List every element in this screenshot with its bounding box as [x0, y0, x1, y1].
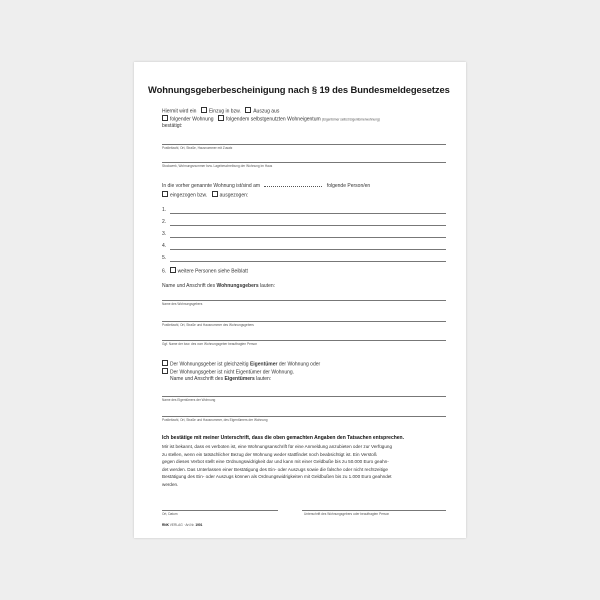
property-type-row [162, 115, 380, 123]
owner-name-caption: Name des Eigentümers der Wohnung [162, 398, 216, 402]
landlord-heading-bold: Wohnungsgebers [216, 283, 259, 289]
owner-option-1-bold: Eigentümer [249, 361, 278, 368]
declaration-line: Bestätigung des Ein- oder Auszugs können als Ordnungswidrigkeiten mit Geldbußen bis zu 1.000 Euro geahndet [162, 474, 392, 479]
more-persons-row [162, 267, 248, 275]
owner-option-1 [162, 360, 320, 368]
owner-name-line[interactable] [162, 396, 446, 397]
wohneigentum-checkbox[interactable] [218, 115, 224, 121]
publisher-brand: RNK [162, 523, 169, 527]
wohneigentum-label: folgendem selbstgenutzten Wohneigentum [225, 116, 321, 123]
person-input-line[interactable] [170, 237, 446, 238]
signature-line[interactable] [302, 510, 446, 511]
floor-input-line[interactable] [162, 162, 446, 163]
persons-intro-text: In die vorher genannte Wohnung ist/sind am [162, 183, 261, 189]
more-persons-checkbox[interactable] [170, 267, 176, 273]
folgender-wohnung-checkbox[interactable] [162, 115, 168, 121]
landlord-name-line[interactable] [162, 300, 446, 301]
landlord-address-caption: Postleitzahl, Ort, Straße und Hausnummer des Wohnungsgebers [162, 323, 254, 327]
auszug-checkbox[interactable] [245, 107, 251, 113]
einzug-checkbox[interactable] [201, 107, 207, 113]
owner-address-caption: Postleitzahl, Ort, Straße und Hausnummer, des Eigentümers der Wohnung [162, 418, 268, 422]
landlord-heading [162, 283, 275, 289]
person-number: 4. [162, 243, 167, 249]
declaration-bold: Ich bestätige mit meiner Unterschrift, dass die oben gemachten Angaben den Tatsachen entsprechen. [162, 435, 405, 441]
form-title: Wohnungsgeberbescheinigung nach § 19 des Bundesmeldegesetzes [148, 84, 450, 95]
declaration-line: werden. [162, 481, 179, 487]
address-input-line[interactable] [162, 144, 446, 145]
more-persons-label: weitere Personen siehe Beiblatt [177, 268, 248, 275]
persons-intro-row [162, 183, 370, 189]
persons-intro-suffix: folgende Person/en [326, 183, 371, 189]
publisher-text: VERLAG · Art.Nr. [169, 523, 195, 527]
landlord-address-line[interactable] [162, 321, 446, 322]
person-number: 5. [162, 255, 167, 261]
owner-option-2 [162, 368, 294, 376]
form-sheet [134, 62, 466, 538]
landlord-agent-caption: Ggf. Name der bzw. des vom Wohnungsgeber beauftragten Person [162, 342, 258, 346]
owner-different-checkbox[interactable] [162, 368, 168, 374]
publisher-footer [162, 523, 202, 527]
owner-heading [170, 376, 271, 382]
intro-text: Hiermit wird ein [162, 108, 197, 115]
landlord-name-caption: Name des Wohnungsgebers [162, 302, 203, 306]
persons-direction-row [162, 191, 248, 199]
einzug-label: Einzug in bzw. [208, 108, 241, 115]
person-number: 2. [162, 219, 167, 225]
bestaetigt-label: bestätigt: [162, 123, 183, 129]
owner-same-checkbox[interactable] [162, 360, 168, 366]
owner-heading-text: Name und Anschrift des [170, 376, 225, 382]
owner-address-line[interactable] [162, 416, 446, 417]
eingezogen-checkbox[interactable] [162, 191, 168, 197]
owner-heading-bold: Eigentümers [224, 376, 255, 382]
wohneigentum-note: (Eigentümer selbst Eigentümerwohnung) [322, 117, 380, 122]
person-number: 1. [162, 207, 167, 213]
landlord-agent-line[interactable] [162, 340, 446, 341]
declaration-line: gegen dieses Verbot stellt eine Ordnungswidrigkeit dar und kann mit einer Geldbuße bis zu 50.000 Euro geahn- [162, 459, 389, 464]
eingezogen-label: eingezogen bzw. [170, 192, 208, 199]
landlord-heading-suffix: lauten: [258, 283, 276, 289]
article-number: 1901 [195, 523, 203, 527]
floor-caption: Stockwerk, Wohnungsnummer bzw. Lagebeschreibung der Wohnung im Haus [162, 164, 273, 168]
person-input-line[interactable] [170, 213, 446, 214]
place-date-caption: Ort, Datum [162, 512, 178, 516]
folgender-wohnung-label: folgender Wohnung [170, 116, 214, 123]
place-date-line[interactable] [162, 510, 278, 511]
owner-heading-suffix: lauten: [254, 376, 272, 382]
address-caption: Postleitzahl, Ort, Straße, Hausnummer mit Zusatz [162, 146, 233, 150]
ausgezogen-label: ausgezogen: [219, 192, 249, 199]
person-input-line[interactable] [170, 261, 446, 262]
owner-option-2-text: Der Wohnungsgeber ist nicht Eigentümer der Wohnung. [170, 369, 295, 376]
auszug-label: Auszug aus [253, 108, 280, 115]
declaration-line: Mir ist bekannt, dass es verboten ist, eine Wohnungsanschrift für eine Anmeldung anzubieten oder zur Verfügung [162, 444, 392, 449]
signature-caption: Unterschrift des Wohnungsgebers oder beauftragten Person [304, 512, 390, 516]
declaration-line: det werden. Das Unterlassen einer Bestätigung des Ein- oder Auszugs sowie die falsche oder nicht rechtzeitige [162, 466, 388, 472]
person-input-line[interactable] [170, 225, 446, 226]
owner-option-1-suffix: der Wohnung oder [277, 361, 321, 368]
declaration-line: zu stellen, wenn ein tatsächlicher Bezug der Wohnung weder stattfindet noch beabsichtigt ist. Ein Verstoß [162, 451, 377, 457]
move-date-input[interactable] [264, 186, 322, 187]
person-input-line[interactable] [170, 249, 446, 250]
person-number: 3. [162, 231, 167, 237]
owner-option-1-text: Der Wohnungsgeber ist gleichzeitig [170, 361, 250, 368]
person-number: 6. [162, 268, 167, 275]
move-type-row [162, 107, 279, 115]
landlord-heading-text: Name und Anschrift des [162, 283, 217, 289]
ausgezogen-checkbox[interactable] [212, 191, 218, 197]
